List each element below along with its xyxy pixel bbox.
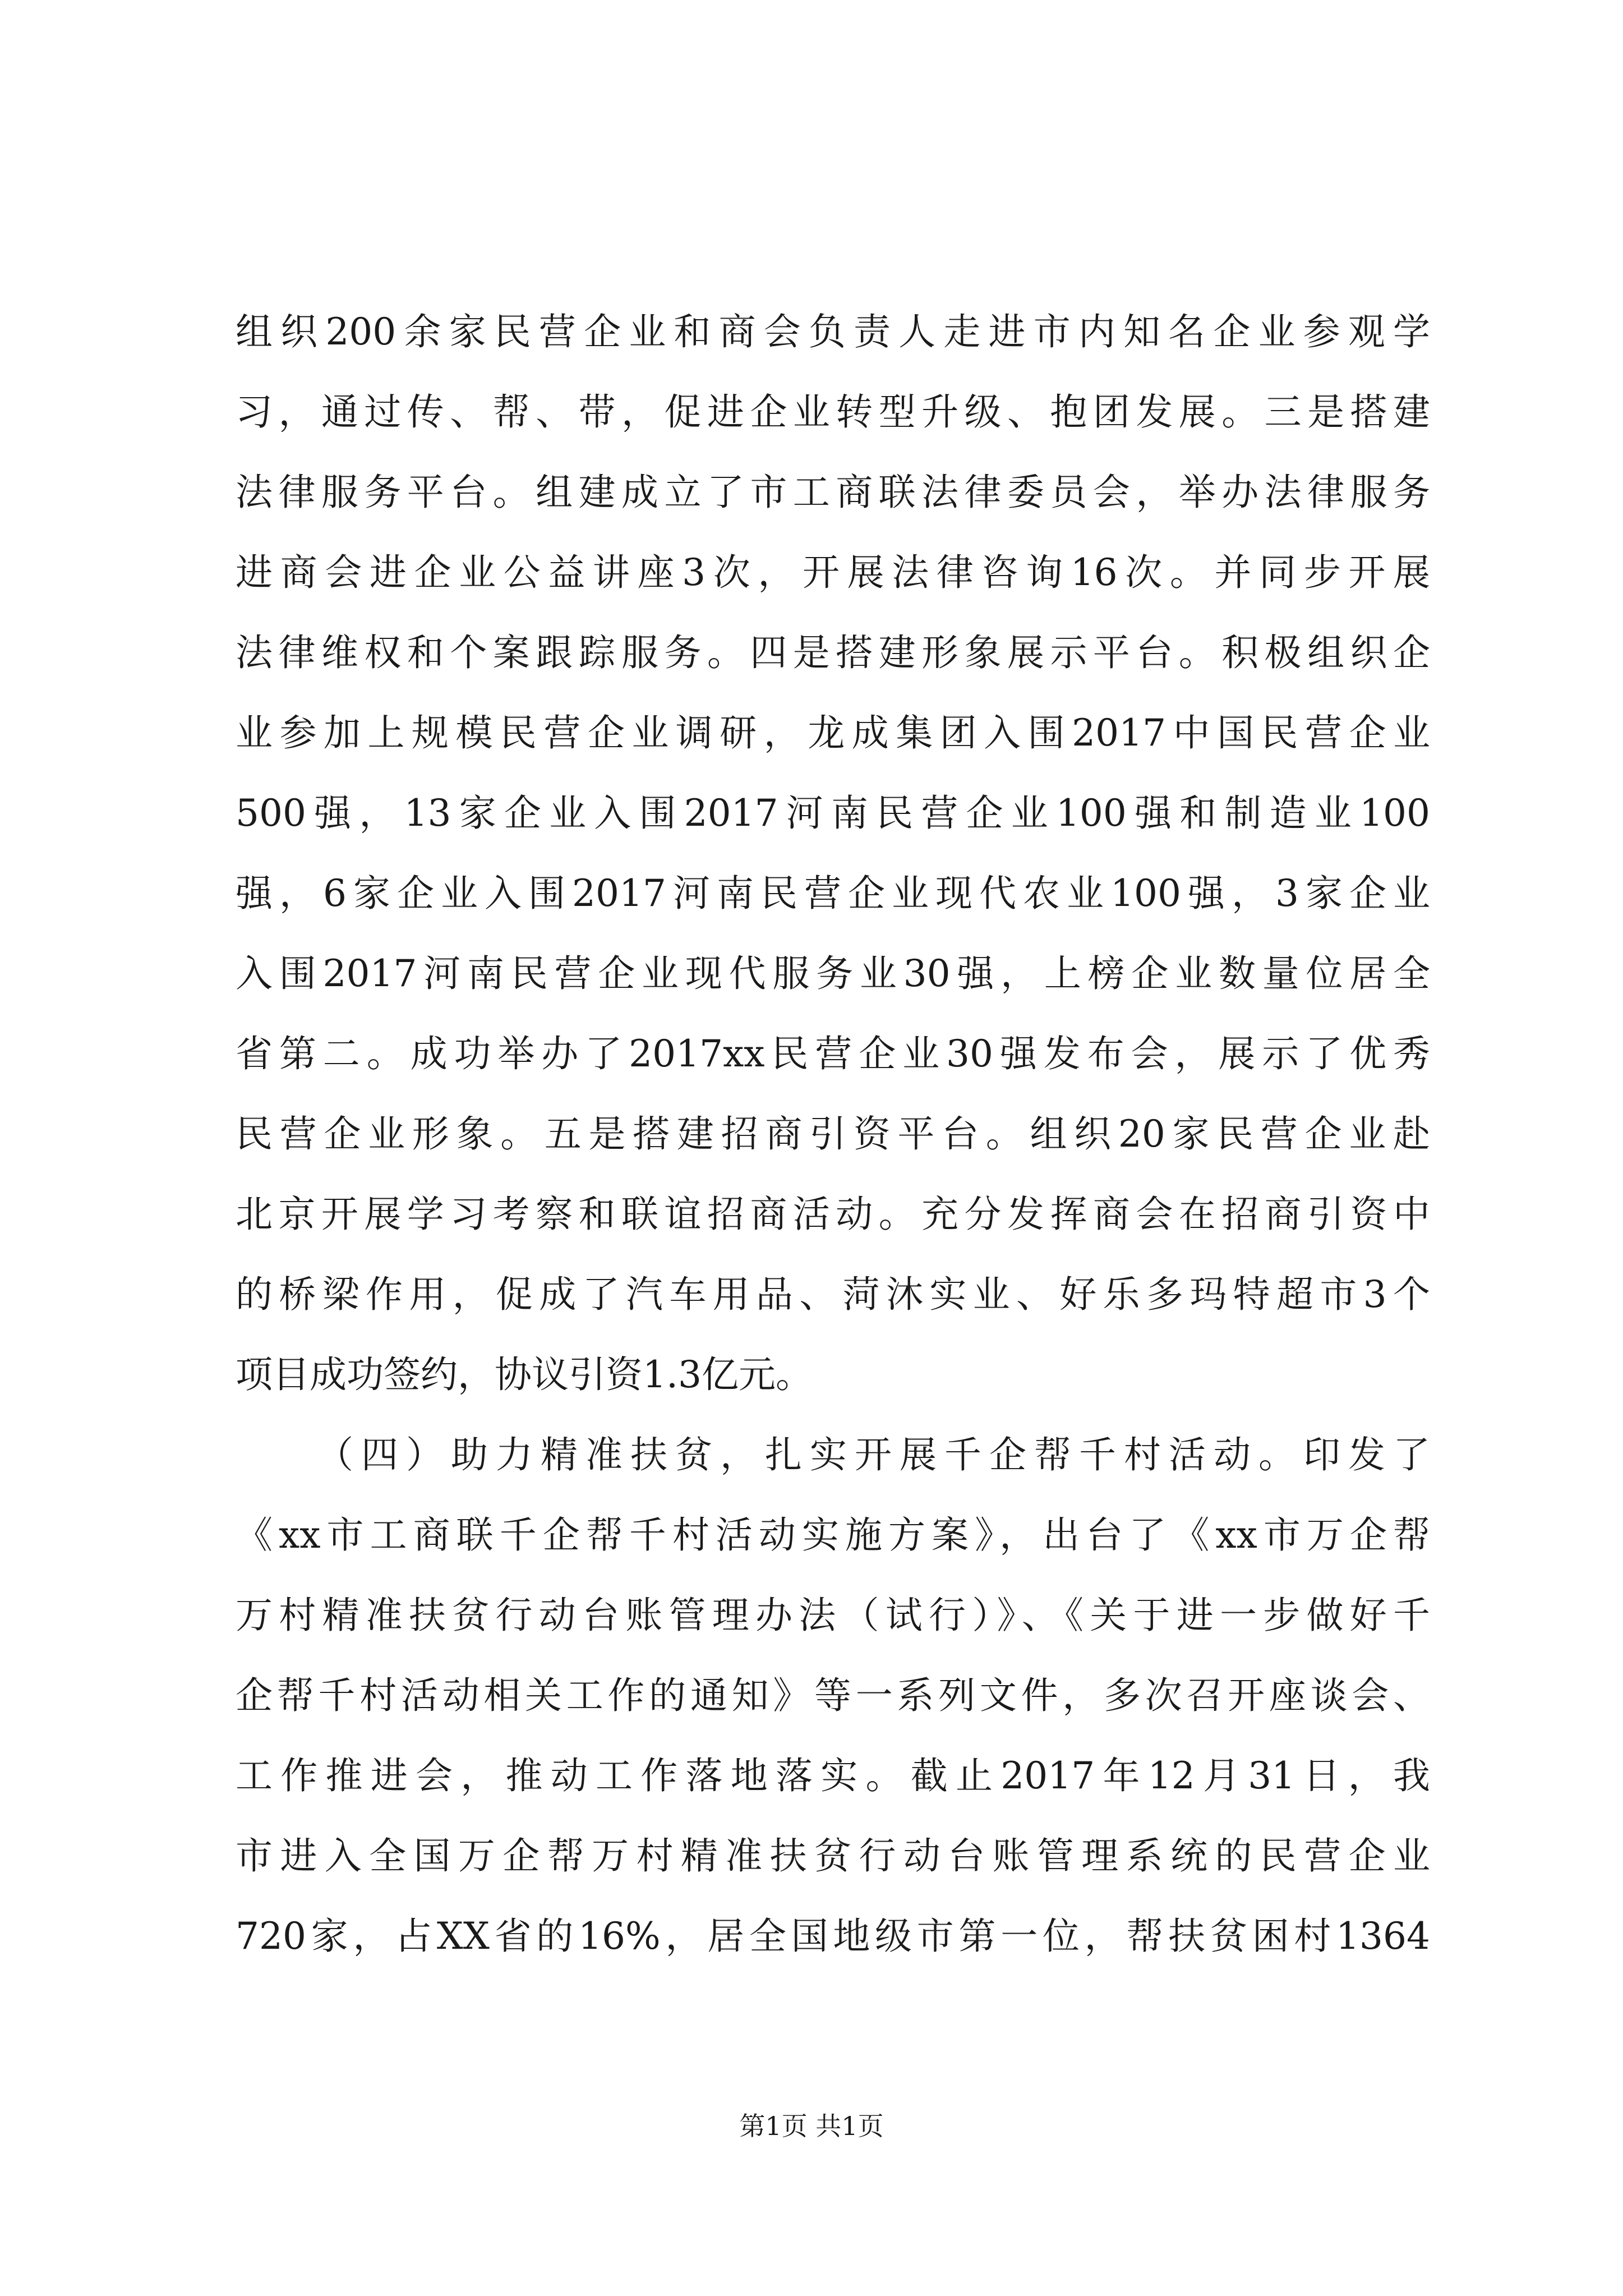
text-line: 工作推进会，推动工作落地落实。截止2017年12月31日，我 [236, 1754, 1430, 1797]
text-line: 500强，13家企业入围2017河南民营企业100强和制造业100 [236, 792, 1430, 835]
text-line: 720家，占XX省的16%，居全国地级市第一位，帮扶贫困村1364 [236, 1915, 1430, 1958]
body-text [236, 292, 1430, 1976]
text-line: 强，6家企业入围2017河南民营企业现代农业100强，3家企业 [236, 872, 1430, 915]
text-line: 组织200余家民营企业和商会负责人走进市内知名企业参观学 [236, 310, 1430, 353]
text-line: 《xx市工商联千企帮千村活动实施方案》，出台了《xx市万企帮 [236, 1513, 1430, 1557]
text-line: 业参加上规模民营企业调研，龙成集团入围2017中国民营企业 [236, 711, 1430, 754]
section-heading-line: （四）助力精准扶贫，扎实开展千企帮千村活动。印发了 [316, 1433, 1430, 1476]
page-footer: 第1页 共1页 [739, 2111, 884, 2141]
text-line: 北京开展学习考察和联谊招商活动。充分发挥商会在招商引资中 [236, 1193, 1430, 1236]
text-line: 项目成功签约，协议引资1.3亿元。 [236, 1353, 813, 1396]
text-line: 民营企业形象。五是搭建招商引资平台。组织20家民营企业赴 [236, 1112, 1430, 1156]
text-line: 市进入全国万企帮万村精准扶贫行动台账管理系统的民营企业 [236, 1834, 1430, 1878]
text-line: 进商会进企业公益讲座3次，开展法律咨询16次。并同步开展 [236, 551, 1430, 594]
text-line: 入围2017河南民营企业现代服务业30强，上榜企业数量位居全 [236, 952, 1430, 995]
text-line: 省第二。成功举办了2017xx民营企业30强发布会，展示了优秀 [236, 1032, 1430, 1075]
text-line: 法律维权和个案跟踪服务。四是搭建形象展示平台。积极组织企 [236, 631, 1430, 674]
text-line: 的桥梁作用，促成了汽车用品、菏沐实业、好乐多玛特超市3个 [236, 1273, 1430, 1316]
text-line: 企帮千村活动相关工作的通知》等一系列文件，多次召开座谈会、 [236, 1674, 1430, 1717]
text-line: 习，通过传、帮、带，促进企业转型升级、抱团发展。三是搭建 [236, 390, 1430, 434]
text-line: 万村精准扶贫行动台账管理办法（试行）》、《关于进一步做好千 [236, 1594, 1430, 1637]
text-line: 法律服务平台。组建成立了市工商联法律委员会，举办法律服务 [236, 471, 1430, 514]
